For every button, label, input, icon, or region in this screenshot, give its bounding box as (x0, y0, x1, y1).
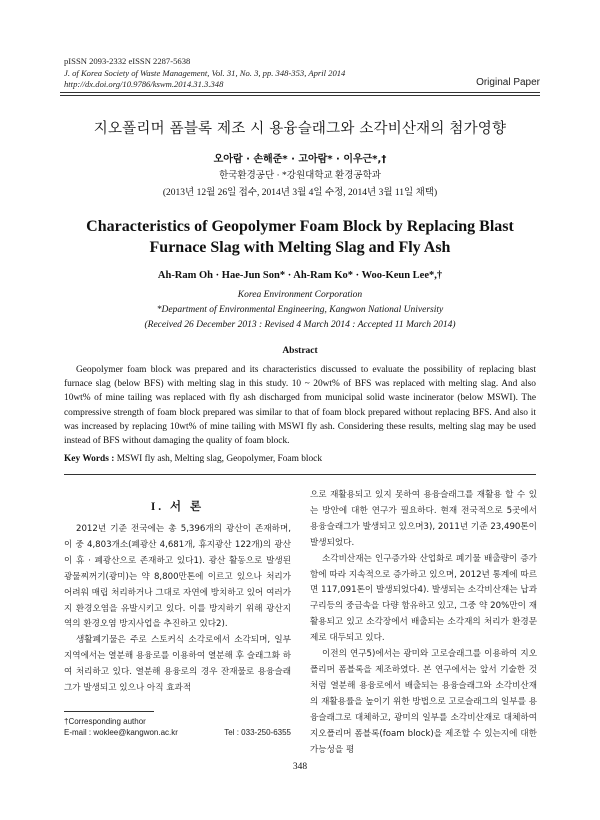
header-rule-bottom (60, 95, 540, 96)
right-column (310, 488, 537, 758)
abstract-text: Geopolymer foam block was prepared and its characteristics discussed to evaluate the possibility of replacing blast furnace slag (below BFS) with melting slag in this study. 10 ~ 20wt% of BFS was replaced with melting slag. And also 10wt% of mine tailing was replaced with fly ash discharged from municipal solid waste incinerator (below MSWI). The compressive strength of foam block prepared was similar to that of foam block prepared without replacing BFS. And also it was increased by replacing 10wt% of mine tailing with MSWI fly ash. Considering these results, melting slag may be used instead of BFS without damaging the quality of foam block. (64, 365, 536, 447)
english-affiliation-2: *Department of Environmental Engineering, Kangwon National University (156, 305, 444, 315)
korean-authors: 오아람 · 손해준* · 고아람* · 이우근*,† (213, 154, 387, 165)
english-title: Characteristics of Geopolymer Foam Block by Replacing Blast Furnace Slag with Melting Slag and Fly Ash (86, 218, 514, 256)
paper-type-label: Original Paper (476, 77, 540, 88)
right-paragraph-2: 소각비산재는 인구증가와 산업화로 폐기물 배출량이 증가함에 따라 지속적으로 증가하고 있으며, 2012년 통계에 따르면 117,091톤이 발생되었다4). 발생되는 소각비산재는 납과 구리등의 중금속을 다량 함유하고 있고, 그중 약 20%만이 재활용되고 있고 소각장에서 배출되는 소각재의 처리가 환경문제로 대두되고 있다. (310, 553, 537, 644)
right-paragraph-3: 이전의 연구5)에서는 광미와 고로슬래그를 이용하여 지오폴리머 폼블록을 제조하였다. 본 연구에서는 앞서 기술한 것처럼 열분해 용융로에서 배출되는 용융슬래그와 소각비산재의 재활용률을 높이기 위한 방법으로 고로슬래그의 일부를 용융슬래그로 대체하고, 광미의 일부를 소각비산재로 대체하여 지오폴리머 폼블록(foam block)을 제조할 수 있는지에 대한 가능성을 평 (310, 649, 537, 755)
page-number: 348 (292, 762, 308, 772)
abstract-rule (64, 474, 536, 475)
issn-line: pISSN 2093-2332 eISSN 2287-5638 (64, 56, 191, 66)
footnote (64, 716, 291, 738)
section-title: I. 서 론 (150, 501, 205, 513)
abstract-heading: Abstract (282, 346, 318, 356)
journal-header (64, 56, 345, 91)
left-column (64, 500, 291, 697)
corresponding-author: †Corresponding author (64, 717, 146, 726)
author-phone: Tel : 033-250-6355 (224, 728, 291, 737)
english-authors: Ah-Ram Oh · Hae-Jun Son* · Ah-Ram Ko* · Woo-Keun Lee*,† (157, 270, 443, 281)
english-affiliation-1: Korea Environment Corporation (237, 290, 363, 300)
keywords-line (64, 454, 322, 464)
footnote-rule (64, 711, 154, 712)
header-rule-top (60, 92, 540, 93)
journal-citation: J. of Korea Society of Waste Management, Vol. 31, No. 3, pp. 348-353, April 2014 (64, 67, 346, 78)
author-email: E-mail : woklee@kangwon.ac.kr (64, 728, 178, 737)
korean-affiliation: 한국환경공단 · *강원대학교 환경공학과 (219, 171, 381, 181)
korean-title: 지오폴리머 폼블록 제조 시 용융슬래그와 소각비산재의 첨가영향 (93, 121, 507, 137)
doi-link[interactable]: http://dx.doi.org/10.9786/kswm.2014.31.3.348 (64, 79, 224, 89)
left-paragraph-1: 2012년 기준 전국에는 총 5,396개의 광산이 존재하며, 이 중 4,803개소(폐광산 4,681개, 휴지광산 122개)의 광산이 휴 · 폐광산으로 존재하고 있다1). 광산 활동으로 발생된 광물찌꺼기(광미)는 약 8,800만톤에 이르고 있으나 처리가 어려워 매립 처리하거나 그대로 자연에 방치하고 있어 여러가지 환경오염을 유발시키고 있다. 이를 방지하기 위해 광산지역의 환경오염 방지사업을 추진하고 있다2). (64, 524, 291, 630)
left-paragraph-2: 생활폐기물은 주로 스토커식 소각로에서 소각되며, 일부 지역에서는 열분해 용융로를 이용하여 열분해 후 슬래그화 하여 처리하고 있다. 열분해 용융로의 경우 잔재물로 용융슬래그가 발생되고 있으나 아직 효과적 (64, 635, 291, 694)
right-paragraph-1: 으로 재활용되고 있지 못하여 용융슬래그를 재활용 할 수 있는 방안에 대한 연구가 필요하다. 현재 전국적으로 5곳에서 용융슬래그가 발생되고 있으며3), 2011년 기준 23,490톤이 발생되었다. (310, 490, 537, 548)
keywords-text: MSWI fly ash, Melting slag, Geopolymer, Foam block (116, 454, 323, 464)
keywords-label: Key Words : (64, 454, 115, 464)
english-dates: (Received 26 December 2013 : Revised 4 March 2014 : Accepted 11 March 2014) (144, 320, 456, 330)
korean-dates: (2013년 12월 26일 접수, 2014년 3월 4일 수정, 2014년 3월 11일 채택) (162, 188, 438, 198)
